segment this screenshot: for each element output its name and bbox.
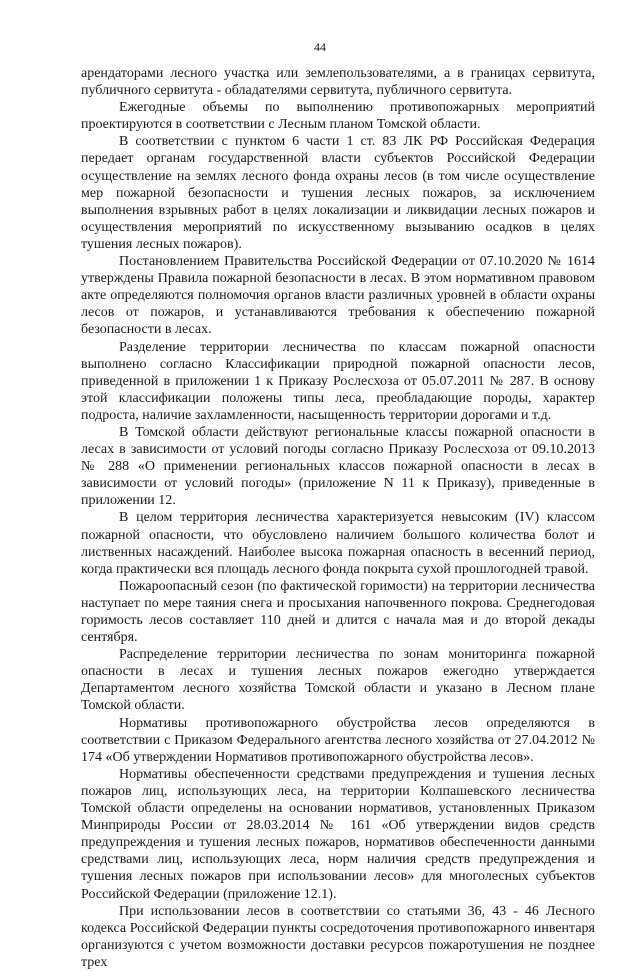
paragraph-article-83: В соответствии с пунктом 6 части 1 ст. 83 ЛК РФ Российская Федерация передает органам государственной власти субъектов Российской Федерации осуществление на землях лесного фонда охраны лесов (в том числе осуществление мер пожарной безопасности и тушения лесных пожаров, за исключением выполнения взрывных работ в целях локализации и ликвидации лесных пожаров и осуществления мероприятий по искусственному вызыванию осадков в целях тушения лесных пожаров). xyxy=(81,134,595,252)
paragraph-lessees-servitude: арендаторами лесного участка или землепользователями, а в границах сервитута, публичного сервитута - обладателями сервитута, публичного сервитута. xyxy=(81,66,595,99)
paragraph-fire-class-division: Разделение территории лесничества по классам пожарной опасности выполнено согласно Классификации природной пожарной опасности лесов, приведенной в приложении 1 к Приказу Рослесхоза от 05.07.2011 № 287. В основу этой классификации положены типы леса, преобладающие породы, характер подроста, наличие захламленности, насыщенность территории дорогами и т.д. xyxy=(81,339,595,423)
paragraph-fire-season: Пожароопасный сезон (по фактической горимости) на территории лесничества наступает по мере таяния снега и просыхания напочвенного покрова. Среднегодовая горимость лесов составляет 110 дней и длится с начала мая и до второй декады сентября. xyxy=(81,578,595,646)
page-number: 44 xyxy=(314,40,326,54)
paragraph-monitoring-zones: Распределение территории лесничества по зонам мониторинга пожарной опасности в лесах и тушения лесных пожаров ежегодно утверждается Департаментом лесного хозяйства Томской области и указано в Лесном плане Томской области. xyxy=(81,647,595,714)
paragraph-territory-fire-class: В целом территория лесничества характеризуется невысоким (IV) классом пожарной опасности, что обусловлено наличием большого количества болот и лиственных насаждений. Наиболее высока пожарная опасность в весенний период, когда практически вся площадь лесного фонда покрыта сухой прошлогодней травой. xyxy=(81,510,595,577)
paragraph-regional-classes: В Томской области действуют региональные классы пожарной опасности в лесах в зависимости от условий погоды согласно Приказу Рослесхоза от 09.10.2013 № 288 «О применении региональных классов пожарной опасности в лесах в зависимости от условий погоды» (приложение N 11 к Приказу), приведенные в приложении 12. xyxy=(81,424,595,509)
paragraph-fire-arrangement-norms: Нормативы противопожарного обустройства лесов определяются в соответствии с Приказом Федерального агентства лесного хозяйства от 27.04.2012 № 174 «Об утверждении Нормативов противопожарного обустройства лесов». xyxy=(81,715,595,765)
paragraph-government-decree: Постановлением Правительства Российской Федерации от 07.10.2020 № 1614 утверждены Правила пожарной безопасности в лесах. В этом нормативном правовом акте определяются полномочия органов власти различных уровней в области охраны лесов от пожаров, и устанавливаются требования к обеспечению пожарной безопасности в лесах. xyxy=(81,254,595,338)
paragraph-equipment-norms: Нормативы обеспеченности средствами предупреждения и тушения лесных пожаров лиц, использующих леса, на территории Колпашевского лесничества Томской области определены на основании нормативов, установленных Приказом Минприроды России от 28.03.2014 № 161 «Об утверждении видов средств предупреждения и тушения лесных пожаров, нормативов обеспеченности данными средствами лиц, использующих леса, норм наличия средств предупреждения и тушения лесных пожаров при использовании лесов» для многолесных субъектов Российской Федерации (приложение 12.1). xyxy=(81,766,595,902)
paragraph-annual-volumes: Ежегодные объемы по выполнению противопожарных мероприятий проектируются в соответствии с Лесным планом Томской области. xyxy=(81,100,595,133)
paragraph-equipment-points: При использовании лесов в соответствии со статьями 36, 43 - 46 Лесного кодекса Российской Федерации пункты сосредоточения противопожарного инвентаря организуются с учетом возможности доставки ресурсов пожаротушения не позднее трех xyxy=(81,903,595,970)
document-body xyxy=(81,65,595,971)
